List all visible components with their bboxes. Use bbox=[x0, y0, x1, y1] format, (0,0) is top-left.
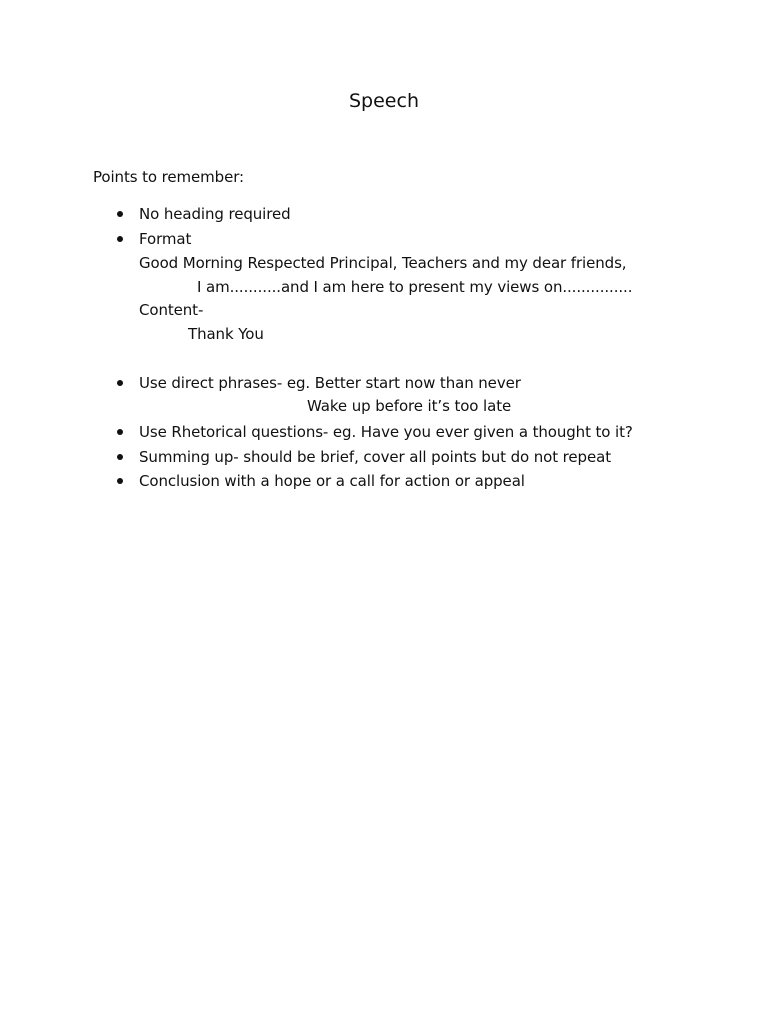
bullet-marker bbox=[117, 211, 123, 217]
bullet-marker bbox=[117, 429, 123, 435]
direct-phrase-example-2: Wake up before it’s too late bbox=[307, 397, 512, 415]
bullet-marker bbox=[117, 380, 123, 386]
bullet-item-no-heading: No heading required bbox=[139, 205, 291, 223]
bullet-item-rhetorical: Use Rhetorical questions- eg. Have you ever given a thought to it? bbox=[139, 423, 633, 441]
format-greeting: Good Morning Respected Principal, Teachers and my dear friends, bbox=[139, 254, 627, 272]
bullet-item-summing-up: Summing up- should be brief, cover all points but do not repeat bbox=[139, 448, 611, 466]
bullet-item-format: Format bbox=[139, 230, 192, 248]
format-content: Content- bbox=[139, 301, 204, 319]
intro-text: Points to remember: bbox=[93, 168, 244, 186]
bullet-item-direct-phrases: Use direct phrases- eg. Better start now than never bbox=[139, 374, 521, 392]
bullet-marker bbox=[117, 478, 123, 484]
bullet-item-conclusion: Conclusion with a hope or a call for action or appeal bbox=[139, 472, 525, 490]
format-thanks: Thank You bbox=[188, 325, 264, 343]
bullet-marker bbox=[117, 236, 123, 242]
format-intro-line: I am...........and I am here to present my views on............... bbox=[197, 278, 633, 296]
document-title: Speech bbox=[349, 90, 419, 112]
bullet-marker bbox=[117, 454, 123, 460]
